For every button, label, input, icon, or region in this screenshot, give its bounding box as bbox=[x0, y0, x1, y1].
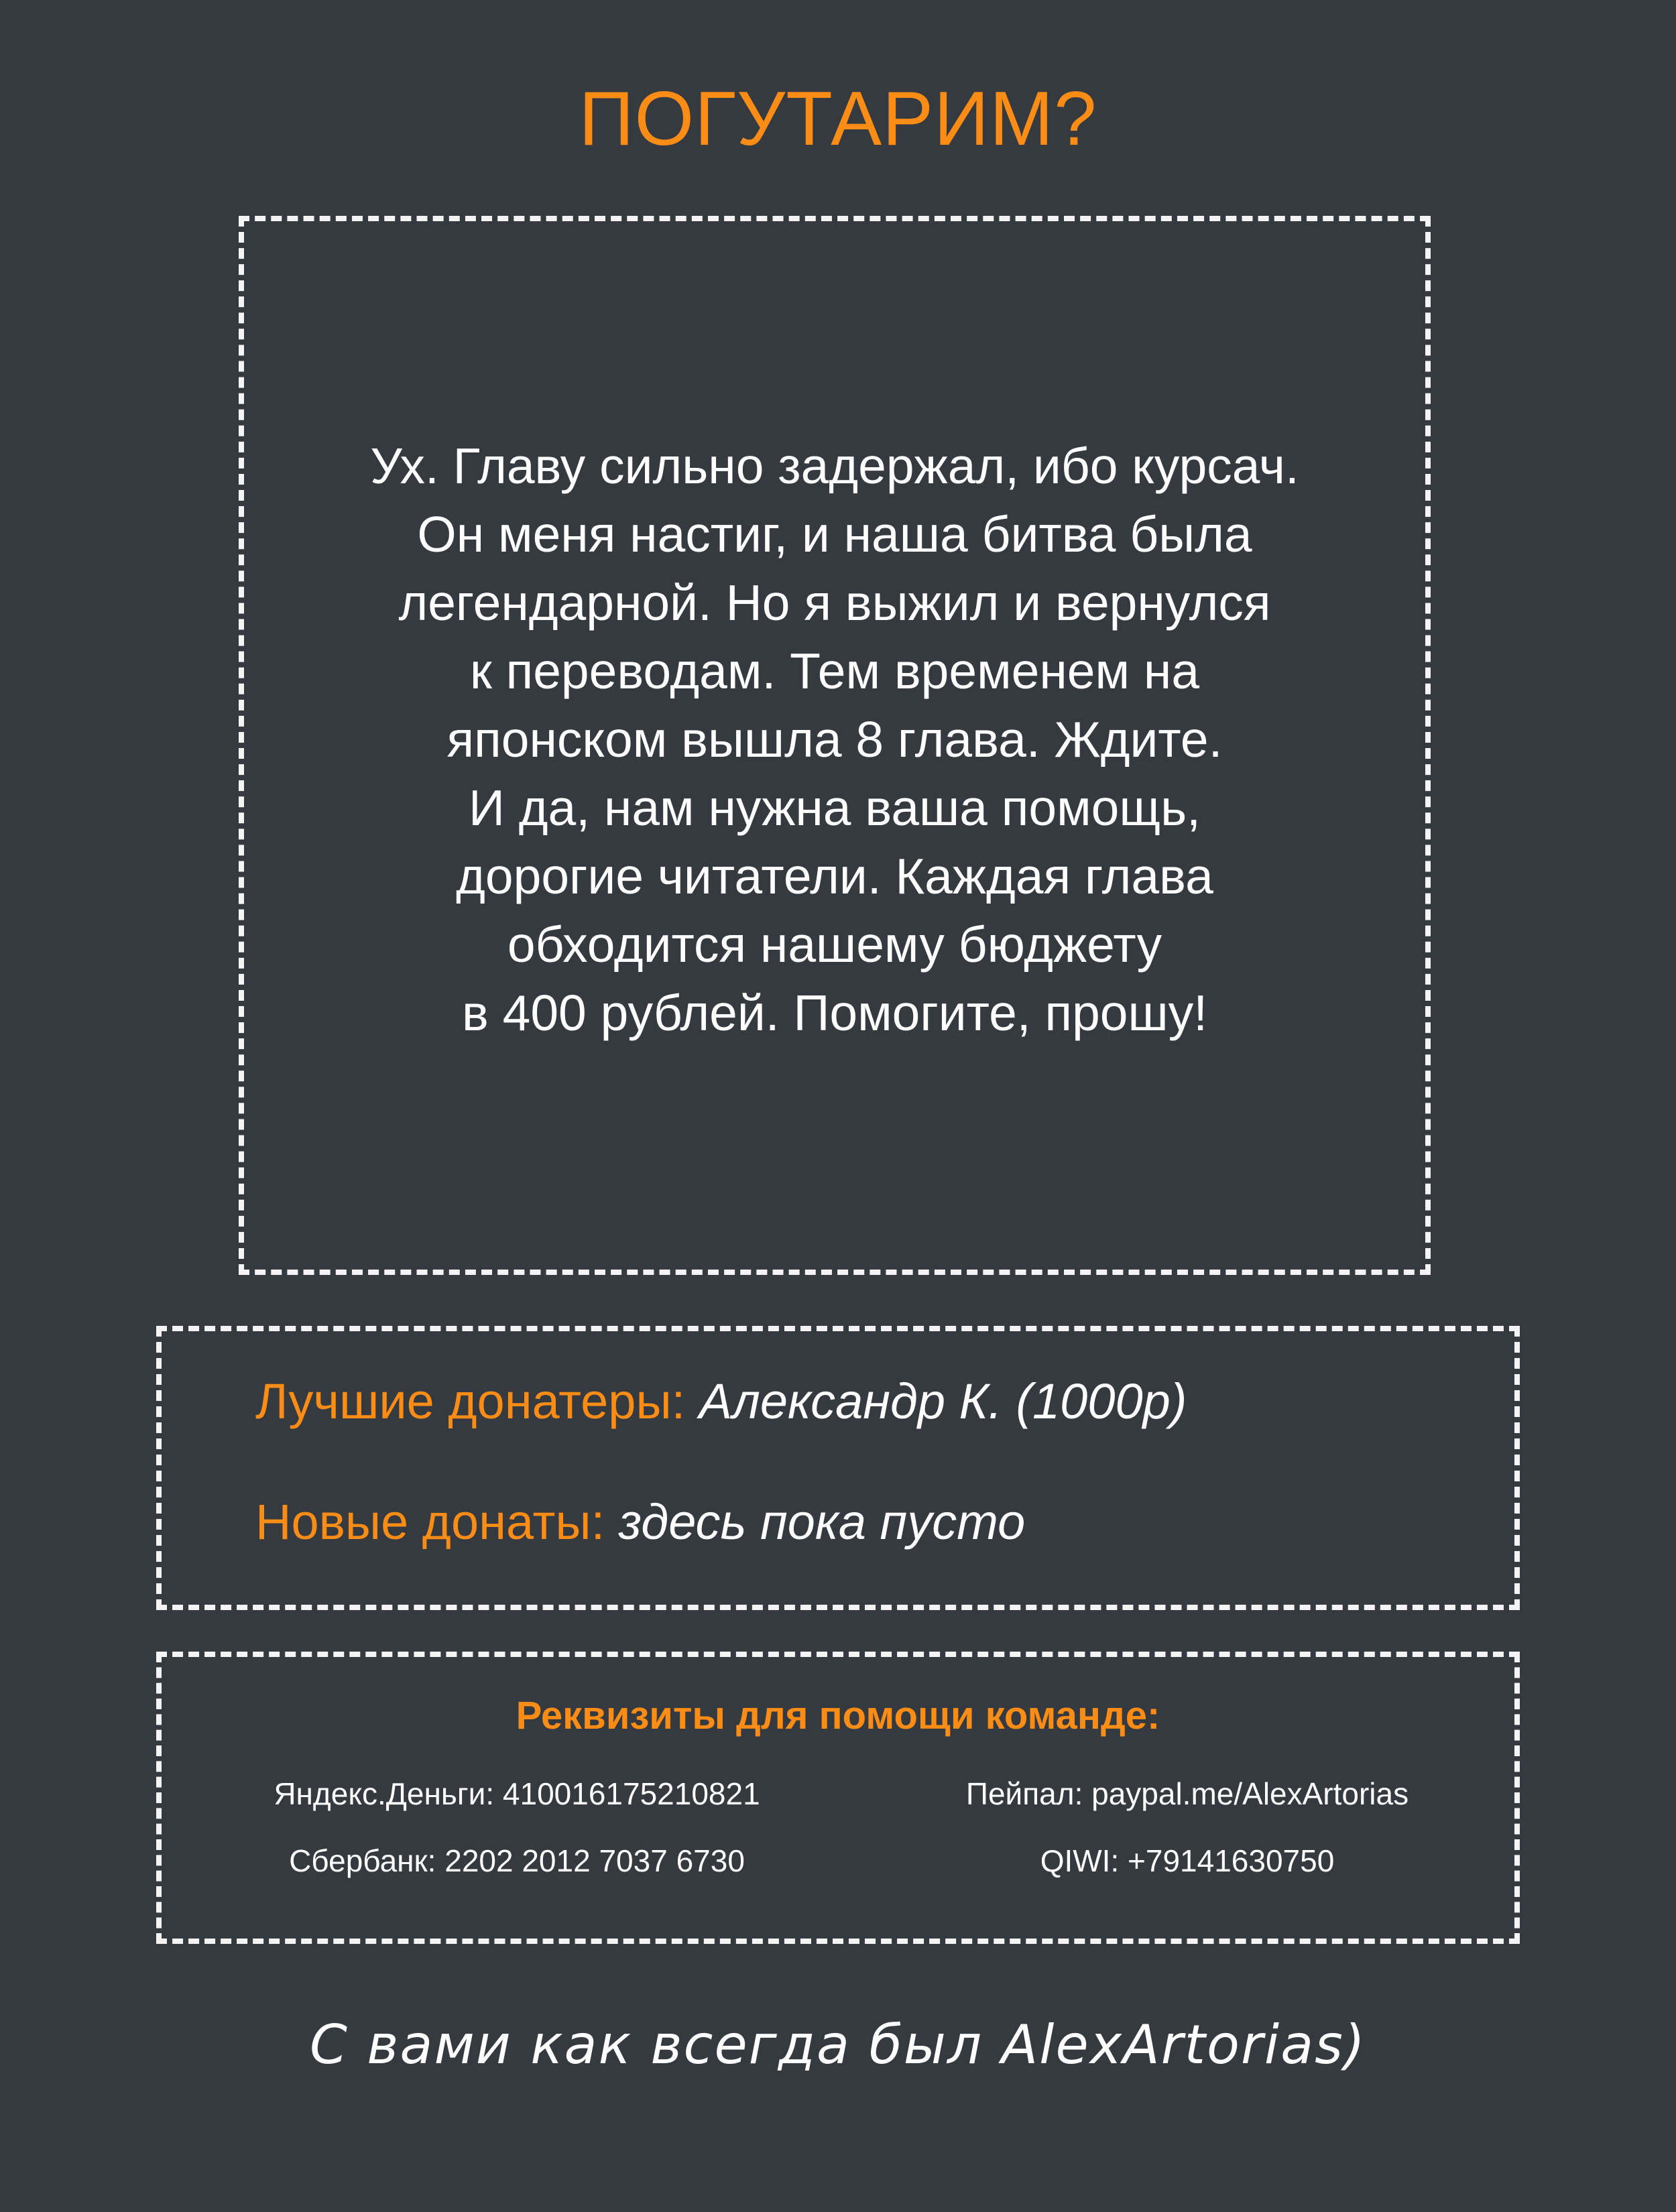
requisites-box bbox=[156, 1652, 1520, 1944]
best-donors-label: Лучшие донатеры: bbox=[255, 1373, 686, 1429]
message-line: легендарной. Но я выжил и вернулся bbox=[398, 574, 1271, 631]
message-line: Ух. Главу сильно задержал, ибо курсач. bbox=[370, 438, 1299, 494]
page-title: ПОГУТАРИМ? bbox=[579, 76, 1097, 162]
best-donors-value: Александр К. (1000р) bbox=[699, 1373, 1187, 1429]
message-line: обходится нашему бюджету bbox=[507, 916, 1162, 973]
requisites-title: Реквизиты для помощи команде: bbox=[516, 1694, 1160, 1737]
message-text bbox=[370, 432, 1299, 1059]
message-line: японском вышла 8 глава. Ждите. bbox=[446, 711, 1223, 767]
new-donations-row bbox=[255, 1492, 1025, 1552]
yandex-money-details: Яндекс.Деньги: 410016175210821 bbox=[274, 1776, 760, 1811]
message-line: И да, нам нужна ваша помощь, bbox=[469, 780, 1201, 836]
best-donors-row bbox=[255, 1371, 1187, 1432]
message-line: к переводам. Тем временем на bbox=[469, 643, 1200, 699]
message-line: дорогие читатели. Каждая глава bbox=[456, 848, 1213, 904]
paypal-details: Пейпал: paypal.me/AlexArtorias bbox=[965, 1776, 1409, 1811]
new-donations-value: здесь пока пусто bbox=[618, 1494, 1026, 1550]
message-box bbox=[239, 216, 1431, 1275]
donors-box bbox=[156, 1326, 1520, 1610]
message-line: в 400 рублей. Помогите, прошу! bbox=[461, 985, 1208, 1041]
message-line: Он меня настиг, и наша битва была bbox=[417, 506, 1252, 562]
signature: С вами как всегда был AlexArtorias) bbox=[309, 2014, 1366, 2076]
new-donations-label: Новые донаты: bbox=[255, 1494, 605, 1550]
qiwi-details: QIWI: +79141630750 bbox=[1040, 1843, 1335, 1878]
sberbank-details: Сбербанк: 2202 2012 7037 6730 bbox=[289, 1843, 745, 1878]
